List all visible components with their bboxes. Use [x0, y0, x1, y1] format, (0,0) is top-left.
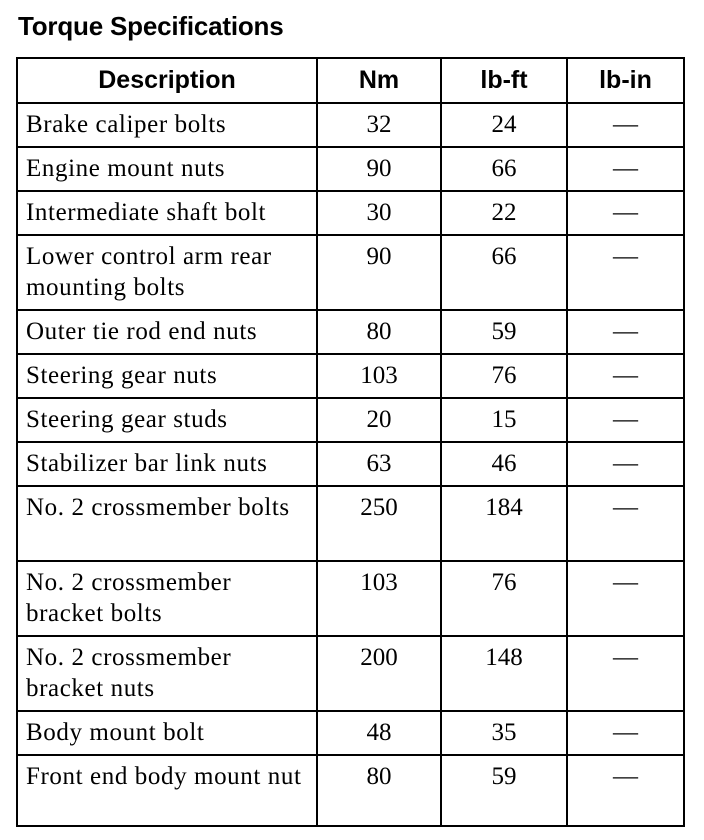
- table-row: [17, 442, 684, 486]
- nm-cell: 200: [317, 636, 441, 711]
- table-row: [17, 711, 684, 755]
- nm-cell: 63: [317, 442, 441, 486]
- nm-cell: 20: [317, 398, 441, 442]
- table-row: [17, 147, 684, 191]
- description-cell: Stabilizer bar link nuts: [17, 442, 317, 486]
- lb-in-cell: —: [567, 636, 684, 711]
- lb-ft-cell: 35: [441, 711, 567, 755]
- lb-ft-cell: 24: [441, 103, 567, 147]
- column-header-lb-ft: lb-ft: [441, 58, 567, 103]
- column-header-lb-in: lb-in: [567, 58, 684, 103]
- nm-cell: 32: [317, 103, 441, 147]
- table-row: [17, 354, 684, 398]
- nm-cell: 250: [317, 486, 441, 561]
- lb-ft-cell: 59: [441, 310, 567, 354]
- table-row: [17, 398, 684, 442]
- lb-in-cell: —: [567, 103, 684, 147]
- column-header-nm: Nm: [317, 58, 441, 103]
- lb-in-cell: —: [567, 711, 684, 755]
- lb-ft-cell: 76: [441, 354, 567, 398]
- description-cell: No. 2 crossmember bracket nuts: [17, 636, 317, 711]
- lb-ft-cell: 66: [441, 235, 567, 310]
- table-row: [17, 235, 684, 310]
- lb-ft-cell: 22: [441, 191, 567, 235]
- description-cell: Outer tie rod end nuts: [17, 310, 317, 354]
- table-row: [17, 191, 684, 235]
- table-row: [17, 561, 684, 636]
- lb-in-cell: —: [567, 561, 684, 636]
- lb-ft-cell: 46: [441, 442, 567, 486]
- table-header-row: [17, 58, 684, 103]
- description-cell: Engine mount nuts: [17, 147, 317, 191]
- table-row: [17, 755, 684, 826]
- lb-ft-cell: 148: [441, 636, 567, 711]
- nm-cell: 30: [317, 191, 441, 235]
- nm-cell: 48: [317, 711, 441, 755]
- lb-ft-cell: 76: [441, 561, 567, 636]
- lb-in-cell: —: [567, 191, 684, 235]
- torque-specifications-table: [16, 57, 685, 827]
- description-cell: Steering gear studs: [17, 398, 317, 442]
- description-cell: No. 2 crossmember bolts: [17, 486, 317, 561]
- nm-cell: 80: [317, 755, 441, 826]
- page-title: Torque Specifications: [18, 11, 284, 41]
- lb-in-cell: —: [567, 755, 684, 826]
- description-cell: Lower control arm rear mounting bolts: [17, 235, 317, 310]
- lb-in-cell: —: [567, 235, 684, 310]
- table-row: [17, 310, 684, 354]
- lb-in-cell: —: [567, 486, 684, 561]
- nm-cell: 90: [317, 235, 441, 310]
- lb-ft-cell: 59: [441, 755, 567, 826]
- nm-cell: 90: [317, 147, 441, 191]
- description-cell: No. 2 crossmember bracket bolts: [17, 561, 317, 636]
- lb-in-cell: —: [567, 354, 684, 398]
- table-row: [17, 486, 684, 561]
- lb-ft-cell: 15: [441, 398, 567, 442]
- lb-in-cell: —: [567, 398, 684, 442]
- nm-cell: 80: [317, 310, 441, 354]
- column-header-description: Description: [17, 58, 317, 103]
- description-cell: Intermediate shaft bolt: [17, 191, 317, 235]
- table-row: [17, 636, 684, 711]
- lb-in-cell: —: [567, 310, 684, 354]
- lb-in-cell: —: [567, 147, 684, 191]
- table-row: [17, 103, 684, 147]
- description-cell: Front end body mount nut: [17, 755, 317, 826]
- lb-ft-cell: 184: [441, 486, 567, 561]
- description-cell: Brake caliper bolts: [17, 103, 317, 147]
- description-cell: Body mount bolt: [17, 711, 317, 755]
- nm-cell: 103: [317, 561, 441, 636]
- description-cell: Steering gear nuts: [17, 354, 317, 398]
- lb-in-cell: —: [567, 442, 684, 486]
- lb-ft-cell: 66: [441, 147, 567, 191]
- nm-cell: 103: [317, 354, 441, 398]
